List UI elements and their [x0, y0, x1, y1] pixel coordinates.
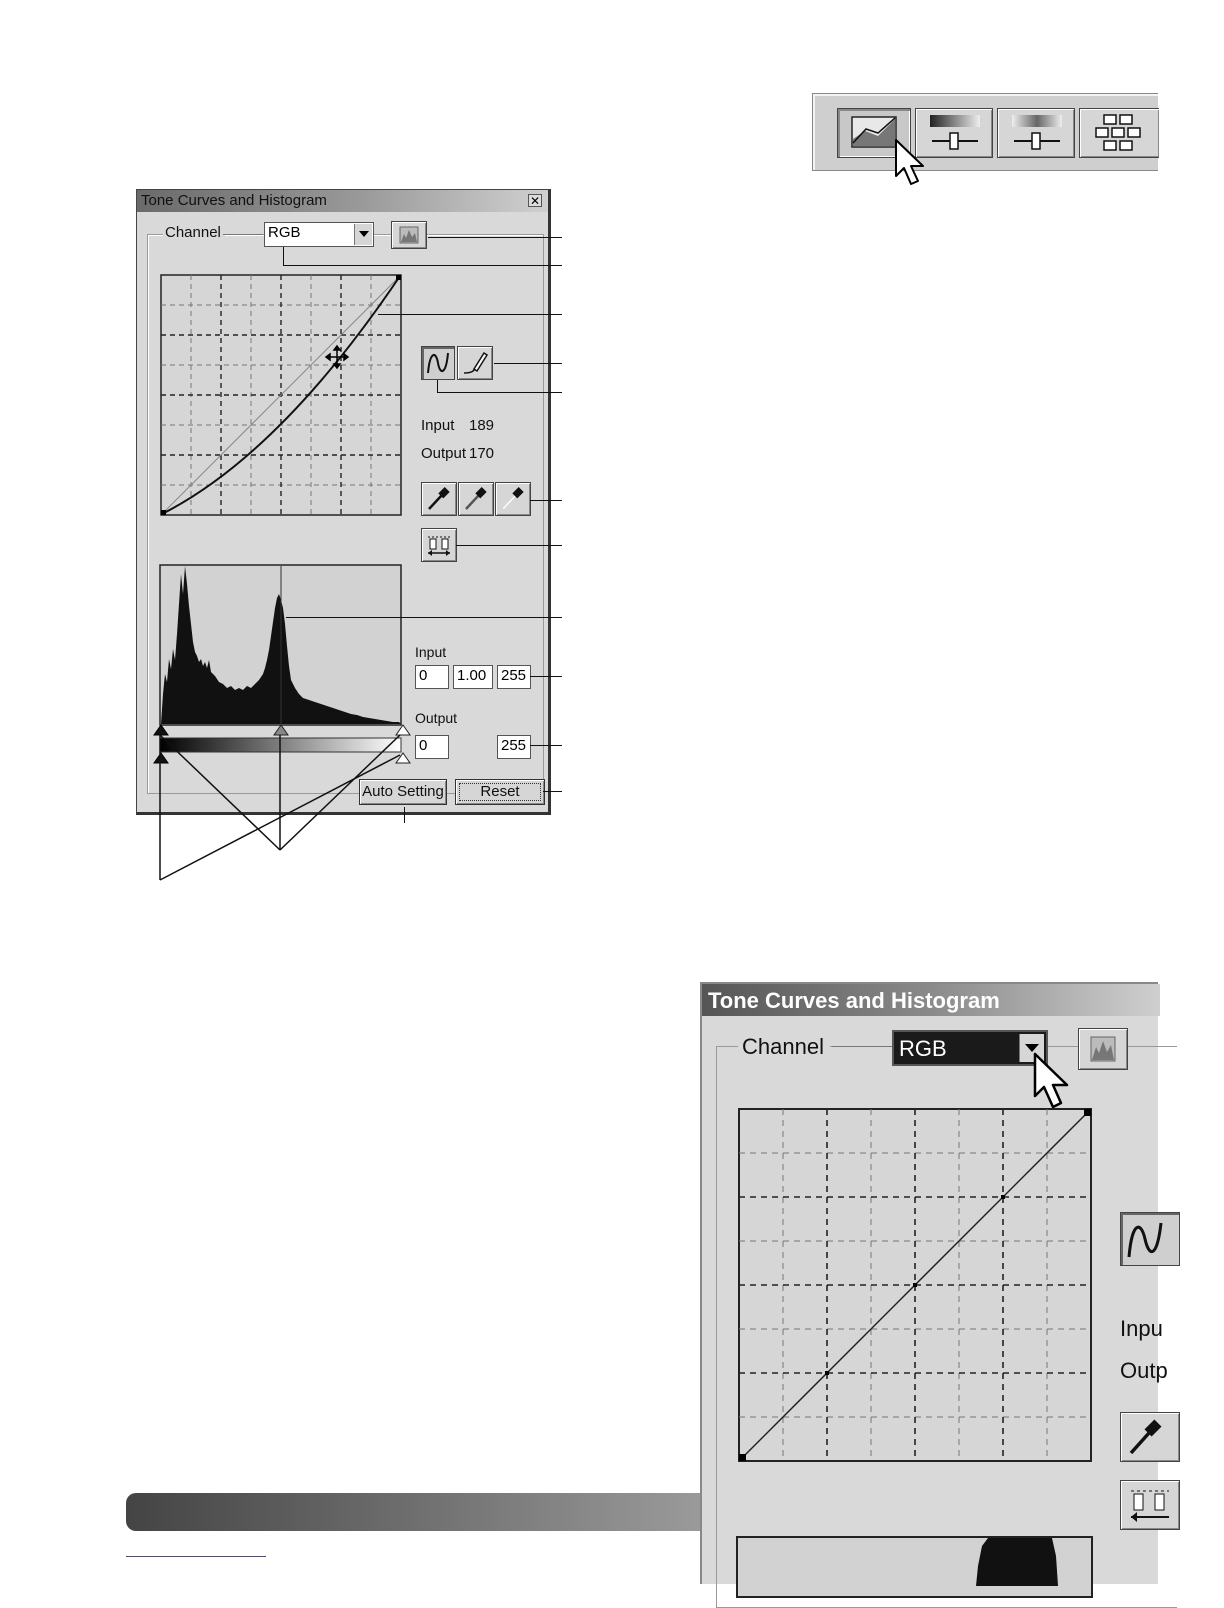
zoomed-mouse-cursor-icon	[1032, 1052, 1074, 1112]
tone-curve-graph[interactable]	[160, 274, 402, 516]
zoomed-histogram-icon	[1079, 1029, 1127, 1069]
variations-icon	[1080, 109, 1158, 157]
reset-button[interactable]: Reset	[455, 779, 545, 805]
zoomed-output-label: Outp	[1120, 1358, 1168, 1383]
zoomed-eyedropper-icon	[1121, 1413, 1179, 1461]
histogram-icon	[392, 222, 426, 248]
zoomed-auto-adjust-button[interactable]	[1120, 1480, 1180, 1530]
black-eyedropper-icon	[422, 483, 456, 515]
histogram-display-button[interactable]	[391, 221, 427, 249]
gray-eyedropper-icon	[459, 483, 493, 515]
variations-button[interactable]	[1079, 108, 1159, 158]
callout-line	[494, 363, 562, 364]
output-white-field[interactable]: 255	[497, 735, 531, 759]
levels-input-label: Input	[415, 644, 447, 660]
auto-setting-button[interactable]: Auto Setting	[359, 779, 447, 805]
zoomed-channel-dropdown[interactable]	[892, 1030, 1048, 1066]
auto-adjust-icon	[422, 529, 456, 561]
zoomed-tone-curve-graph[interactable]	[738, 1108, 1092, 1462]
freehand-mode-button[interactable]	[457, 346, 493, 380]
levels-output-label: Output	[415, 710, 458, 726]
slider-callout-lines	[150, 725, 420, 887]
callout-line	[286, 617, 562, 618]
channel-label: Channel	[163, 224, 225, 241]
zoomed-histogram-display-button[interactable]	[1078, 1028, 1128, 1070]
curve-output-value: 170	[469, 445, 495, 462]
zoomed-channel-value: RGB	[899, 1036, 947, 1061]
black-point-eyedropper-button[interactable]	[421, 482, 457, 516]
zoomed-input-label: Inpu	[1120, 1316, 1163, 1341]
callout-line	[456, 545, 562, 546]
close-icon[interactable]: ✕	[529, 194, 541, 208]
callout-line	[283, 265, 562, 266]
auto-adjust-button[interactable]	[421, 528, 457, 562]
chevron-down-icon[interactable]	[354, 224, 372, 245]
curve-input-value: 189	[469, 417, 495, 434]
section-banner	[126, 1493, 700, 1531]
input-black-field[interactable]: 0	[415, 665, 449, 689]
channel-dropdown[interactable]	[264, 222, 374, 247]
callout-line	[530, 745, 562, 746]
callout-line	[437, 392, 562, 393]
channel-value: RGB	[268, 224, 301, 241]
zoomed-histogram	[736, 1536, 1094, 1586]
curve-input-label: Input	[421, 417, 455, 434]
dialog-title-bar	[137, 190, 548, 212]
white-eyedropper-icon	[496, 483, 530, 515]
brightness-contrast-icon	[998, 109, 1074, 157]
callout-line	[543, 791, 562, 792]
zoomed-channel-label: Channel	[738, 1034, 830, 1060]
callout-line	[378, 314, 562, 315]
callout-line	[283, 247, 284, 265]
histogram	[159, 564, 403, 728]
curve-mode-button[interactable]	[421, 346, 455, 380]
callout-line	[530, 676, 562, 677]
toolbar	[812, 93, 1158, 171]
input-white-field[interactable]: 255	[497, 665, 531, 689]
tone-curves-dialog	[136, 189, 551, 815]
brightness-contrast-button[interactable]	[997, 108, 1075, 158]
input-gamma-field[interactable]: 1.00	[453, 665, 493, 689]
zoomed-auto-adjust-icon	[1121, 1481, 1179, 1529]
curve-output-label: Output	[421, 445, 467, 462]
zoomed-title-bar	[702, 984, 1160, 1016]
zoomed-curve-icon	[1121, 1213, 1179, 1265]
mouse-cursor-icon	[893, 138, 929, 188]
pencil-icon	[458, 347, 492, 379]
callout-line	[428, 237, 562, 238]
zoomed-eyedropper-button[interactable]	[1120, 1412, 1180, 1462]
footer-rule	[126, 1556, 266, 1557]
dialog-title: Tone Curves and Histogram	[141, 192, 327, 209]
curve-icon	[422, 347, 454, 379]
callout-line	[530, 500, 562, 501]
output-black-field[interactable]: 0	[415, 735, 449, 759]
white-point-eyedropper-button[interactable]	[495, 482, 531, 516]
zoomed-dialog	[700, 982, 1168, 1584]
zoomed-curve-mode-button[interactable]	[1120, 1212, 1180, 1266]
gray-point-eyedropper-button[interactable]	[458, 482, 494, 516]
zoomed-title: Tone Curves and Histogram	[708, 988, 1000, 1013]
